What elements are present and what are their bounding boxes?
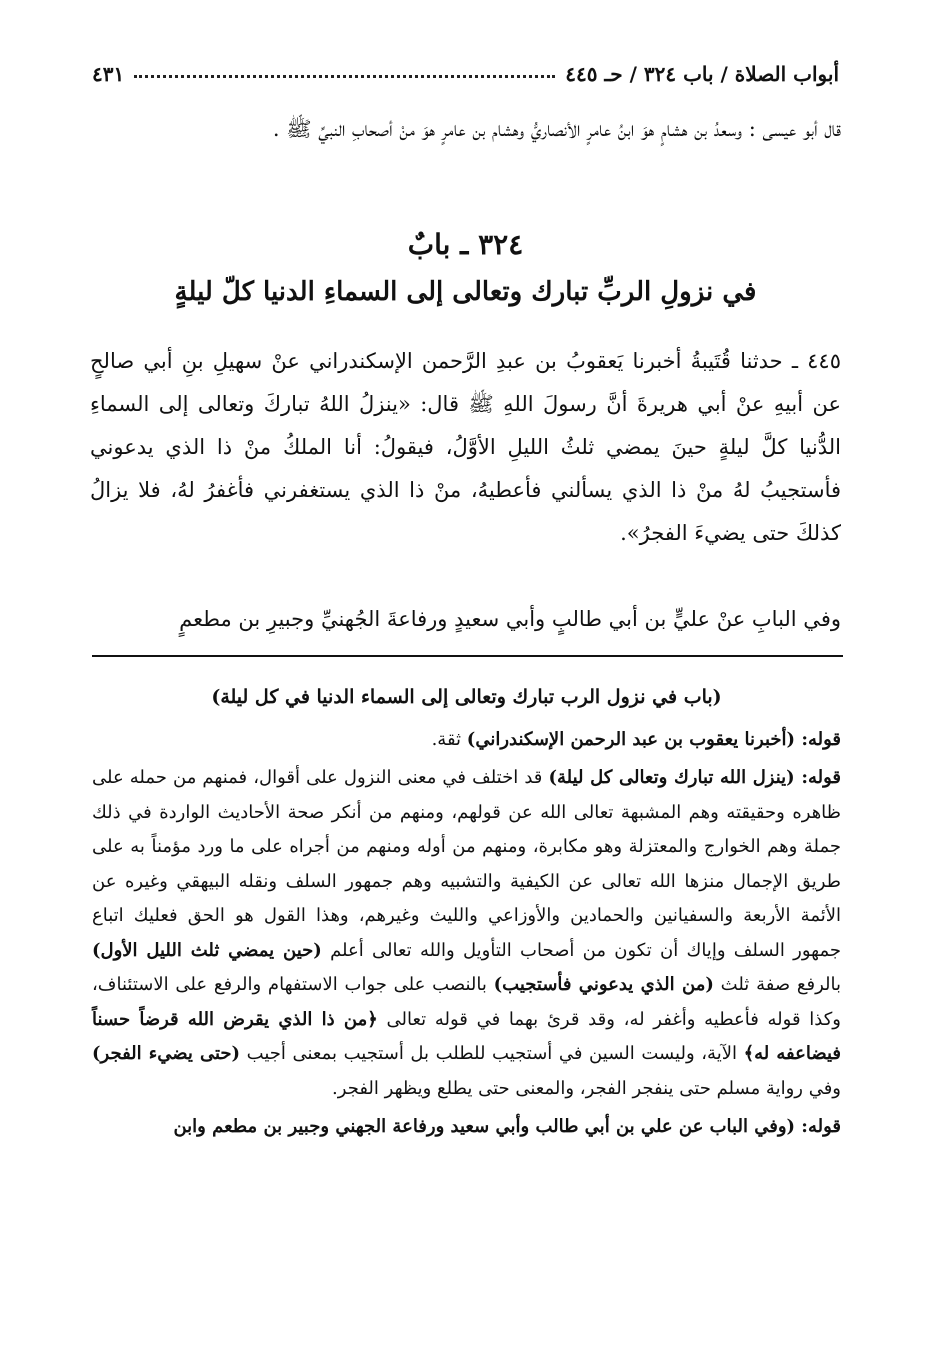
running-title: أبواب الصلاة / باب ٣٢٤ / حـ ٤٤٥ bbox=[565, 62, 839, 86]
commentary-quote: (حتى يضيء الفجر) bbox=[92, 1043, 241, 1064]
commentary-title: (باب في نزول الرب تبارك وتعالى إلى السماء الدنيا في كل ليلة) bbox=[211, 686, 722, 708]
commentary-lemma: قوله: (وفي الباب عن علي بن أبي طالب وأبي سعيد ورفاعة الجهني وجبير بن مطعم وابن bbox=[173, 1116, 841, 1137]
footnote-divider bbox=[92, 655, 843, 657]
bab-note: وفي البابِ عنْ عليٍّ بن أبي طالبٍ وأبي سعيدٍ ورفاعةَ الجُهنيِّ وجبيرِ بن مطعمٍ bbox=[179, 607, 841, 631]
chapter-title: في نزولِ الربِّ تبارك وتعالى إلى السماءِ الدنيا كلّ ليلةٍ bbox=[174, 277, 757, 307]
commentary-section bbox=[92, 680, 841, 1149]
page-header bbox=[92, 50, 839, 86]
commentary-quote: (من الذي يدعوني فأستجيب) bbox=[493, 974, 714, 995]
commentary-paragraph-3 bbox=[92, 1110, 841, 1145]
commentary-text: وفي رواية مسلم حتى ينفجر الفجر، والمعنى حتى يطلع ويظهر الفجر. bbox=[332, 1077, 841, 1099]
commentary-paragraph-2 bbox=[92, 761, 841, 1106]
commentary-text: قد اختلف في معنى النزول على أقوال، فمنهم من حمله على ظاهره وحقيقته وهم المشبهة تعالى الله عن قولهم، ومنهم من أنكر صحة الأحاديث الواردة في ذلك جملة وهم الخوارج والمعتزلة وهو مكابرة، ومنهم من أوله ومنهم من أجراه على ما ورد مؤمناً به على طريق الإجمال منزها الله تعالى عن الكيفية والتشبيه وهم جمهور السلف ونقله البيهقي وغيره عن الأئمة الأربعة والسفيانين والحمادين والأوزاعي والليث وغيرهم، وهذا القول هو الحق فعليك اتباع جمهور السلف وإياك أن تكون من أصحاب التأويل والله تعالى أعلم bbox=[92, 767, 842, 961]
commentary-text: بالنصب على جواب الاستفهام والرفع على الاستئناف، وكذا قوله فأعطيه وأغفر له، وقد قرئ بهما في قوله تعالى bbox=[92, 974, 841, 1030]
commentary-lemma: قوله: (أخبرنا يعقوب بن عبد الرحمن الإسكندراني) bbox=[466, 728, 841, 750]
commentary-text: الآية، وليست السين في أستجيب للطلب بل أستجيب بمعنى أجيب bbox=[240, 1043, 744, 1064]
hadith-text: ٤٤٥ ـ حدثنا قُتَيبةُ أخبرنا يَعقوبُ بن عبدِ الرَّحمن الإسكندراني عنْ سهيلِ بنِ أبي صالحٍ عن أبيهِ عنْ أبي هريرةَ أنَّ رسولَ اللهِ ﷺ قال: «ينزلُ اللهُ تباركَ وتعالى إلى السماءِ الدُّنيا كلَّ ليلةٍ حينَ يمضي ثلثُ الليلِ الأوَّلُ، فيقولُ: أنا الملكُ منْ ذا الذي يدعوني فأستجيبُ لهُ منْ ذا الذي يسألني فأعطيهُ، منْ ذا الذي يستغفرني فأغفرُ لهُ، فلا يزالُ كذلكَ حتى يضيءَ الفجرُ». bbox=[90, 349, 841, 545]
commentary-text: ثقة. bbox=[431, 728, 467, 750]
page-number: ٤٣١ bbox=[92, 62, 125, 86]
commentary-paragraph-1 bbox=[92, 723, 841, 758]
commentary-text: بالرفع صفة ثلث bbox=[713, 974, 841, 995]
chapter-number: ٣٢٤ ـ بابٌ bbox=[407, 228, 524, 261]
commentary-lemma: قوله: (ينزل الله تبارك وتعالى كل ليلة) bbox=[548, 767, 842, 788]
intro-paragraph: قال أبو عيسى : وسعدُ بن هشامٍ هوَ ابنُ عامرٍ الأنصاريُّ وهشام بن عامرٍ هوَ منْ أصحابِ النبيِّ ﷺ . bbox=[272, 117, 841, 141]
header-dotted-leader bbox=[134, 75, 555, 78]
commentary-quote: (حين يمضي ثلث الليل الأول) bbox=[92, 939, 322, 961]
quran-quote: ﴿من ذا الذي يقرض الله قرضاً حسناً فيضاعفه له﴾ bbox=[92, 1008, 841, 1064]
